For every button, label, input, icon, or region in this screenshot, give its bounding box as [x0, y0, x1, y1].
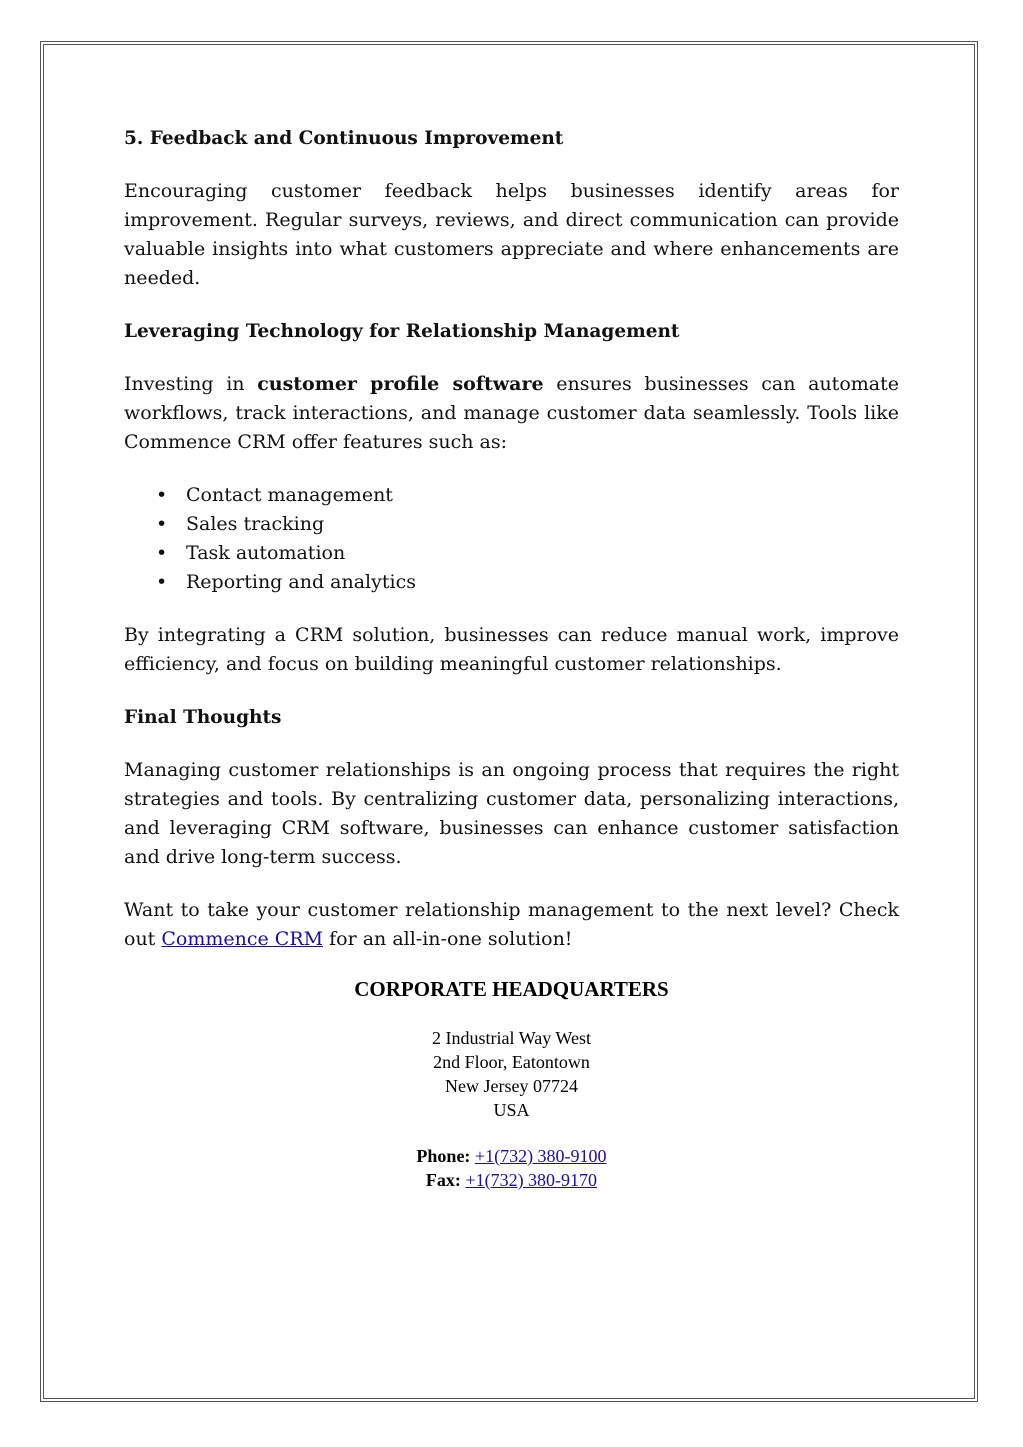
feature-list	[124, 481, 899, 597]
call-to-action-paragraph	[124, 896, 899, 954]
final-thoughts-paragraph: Managing customer relationships is an ongoing process that requires the right strategies and tools. By centralizing customer data, personalizing interactions, and leveraging CRM software, businesses can enhance customer satisfaction and drive long-term success.	[124, 759, 899, 868]
list-item: • Task automation	[186, 539, 899, 568]
section-heading-final-thoughts: Final Thoughts	[124, 707, 282, 728]
headquarters-title: CORPORATE HEADQUARTERS	[354, 977, 669, 1001]
fax-label: Fax:	[425, 1170, 461, 1190]
list-item: • Sales tracking	[186, 510, 899, 539]
commence-crm-link[interactable]: Commence CRM	[161, 928, 324, 950]
section-heading-feedback: 5. Feedback and Continuous Improvement	[124, 128, 564, 149]
technology-intro-paragraph	[124, 370, 899, 457]
cta-text-after: for an all-in-one solution!	[323, 928, 573, 950]
intro-text-before: Investing in	[124, 373, 258, 395]
cta-text-before: Want to take your customer relationship management to the next level? Check out	[124, 899, 899, 950]
fax-line	[124, 1168, 899, 1192]
fax-link[interactable]: +1(732) 380-9170	[465, 1170, 598, 1190]
address-line: 2nd Floor, Eatontown	[433, 1052, 590, 1072]
list-item: • Contact management	[186, 481, 899, 510]
list-item: • Reporting and analytics	[186, 568, 899, 597]
technology-closing-paragraph: By integrating a CRM solution, businesses can reduce manual work, improve efficiency, and focus on building meaningful customer relationships.	[124, 624, 899, 675]
intro-bold-term: customer profile software	[257, 373, 544, 395]
phone-line	[124, 1144, 899, 1168]
headquarters-address	[124, 1026, 899, 1122]
address-line: 2 Industrial Way West	[432, 1028, 591, 1048]
phone-label: Phone:	[416, 1146, 471, 1166]
phone-link[interactable]: +1(732) 380-9100	[474, 1146, 607, 1166]
address-line: New Jersey 07724	[445, 1076, 578, 1096]
feedback-paragraph: Encouraging customer feedback helps businesses identify areas for improvement. Regular surveys, reviews, and direct communication can provide valuable insights into what customers appreciate and where enhancements are needed.	[124, 180, 899, 289]
document-body	[124, 124, 899, 954]
section-heading-technology: Leveraging Technology for Relationship Management	[124, 321, 680, 342]
address-line: USA	[493, 1100, 530, 1120]
intro-text-after: ensures businesses can automate workflows, track interactions, and manage customer data seamlessly. Tools like Commence CRM offer features such as:	[124, 373, 899, 453]
headquarters-contact	[124, 1144, 899, 1192]
